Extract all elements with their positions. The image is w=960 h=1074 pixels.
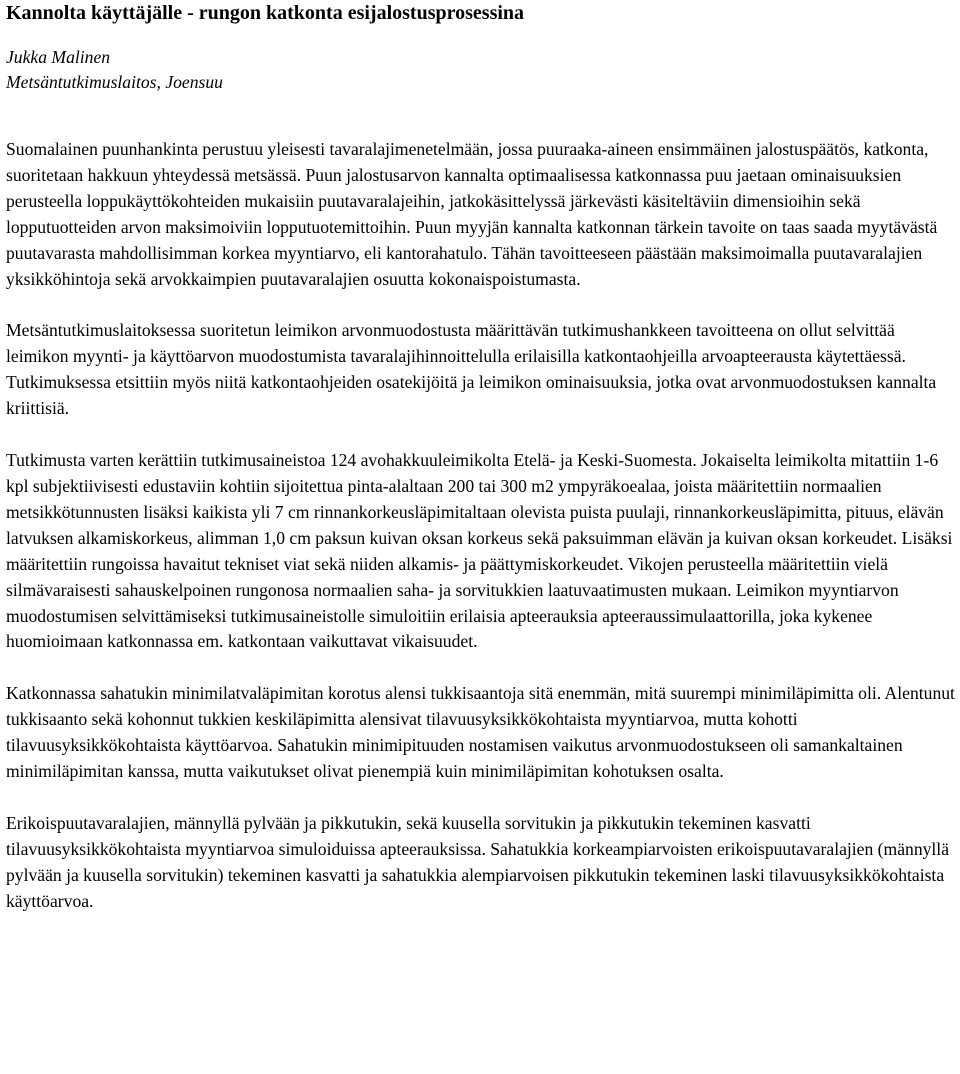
paragraph: Erikoispuutavaralajien, männyllä pylvään ja pikkutukin, sekä kuusella sorvitukin ja pikkutukin tekeminen kasvatti tilavuusyksikkökohtaista myyntiarvoa simuloiduissa apteerauksissa. Sahatukkia korkeampiarvoisten erikoispuutavaralajien (männyllä pylvään ja kuusella sorvitukin) tekeminen kasvatti ja sahatukkia alempiarvoisen pikkutukin tekeminen laski tilavuusyksikkökohtaista käyttöarvoa. [6,812,950,911]
paragraph: Metsäntutkimuslaitoksessa suoritetun leimikon arvonmuodostusta määrittävän tutkimushankkeen tavoitteena on ollut selvittää leimikon myynti- ja käyttöarvon muodostumista tavaralajihinnoittelulla erilaisilla katkontaohjeilla arvoapteerausta käytettäessä. Tutkimuksessa etsittiin myös niitä katkontaohjeiden osatekijöitä ja leimikon ominaisuuksia, jotka ovat arvonmuodostuksen kannalta kriittisiä. [6,320,937,419]
document-body [6,137,958,915]
author-name: Jukka Malinen [6,47,111,67]
document-title: Kannolta käyttäjälle - rungon katkonta esijalostusprosessina [6,2,525,24]
paragraph: Katkonnassa sahatukin minimilatvaläpimitan korotus alensi tukkisaantoja sitä enemmän, mitä suurempi minimiläpimitta oli. Alentunut tukkisaanto sekä kohonnut tukkien keskiläpimitta alensivat tilavuusyksikkökohtaista myyntiarvoa, mutta kohotti tilavuusyksikkökohtaista käyttöarvoa. Sahatukin minimipituuden nostamisen vaikutus arvonmuodostukseen oli samankaltainen minimiläpimitan kanssa, mutta vaikutukset olivat pienempiä kuin minimiläpimitan kohotuksen osalta. [6,683,955,782]
author-affiliation: Metsäntutkimuslaitos, Joensuu [6,72,223,92]
paragraph: Tutkimusta varten kerättiin tutkimusaineistoa 124 avohakkuuleimikolta Etelä- ja Keski-Suomesta. Jokaiselta leimikolta mitattiin 1-6 kpl subjektiivisesti edustaviin kohtiin sijoitettua pinta-alaltaan 200 tai 300 m2 ympyräkoealaa, joista määritettiin normaalien metsikkötunnusten lisäksi kaikista yli 7 cm rinnankorkeusläpimitaltaan olevista puista puulaji, rinnankorkeusläpimitta, pituus, elävän latvuksen alkamiskorkeus, alimman 1,0 cm paksun kuivan oksan korkeus sekä paksuimman elävän ja kuivan oksan korkeudet. Lisäksi määritettiin rungoissa havaitut tekniset viat sekä niiden alkamis- ja päättymiskorkeudet. Vikojen perusteella määritettiin vielä silmävaraisesti sahauskelpoinen rungonosa normaalien saha- ja sorvitukkien laatuvaatimusten mukaan. Leimikon myyntiarvon muodostumisen selvittämiseksi tutkimusaineistolle simuloitiin erilaisia apteerauksia apteeraussimulaattorilla, joka kykenee huomioimaan katkonnassa em. katkontaan vaikuttavat vikaisuudet. [6,450,953,652]
document-page [6,0,958,941]
paragraph: Suomalainen puunhankinta perustuu yleisesti tavaralajimenetelmään, jossa puuraaka-aineen ensimmäinen jalostuspäätös, katkonta, suoritetaan hakkuun yhteydessä metsässä. Puun jalostusarvon kannalta optimaalisessa katkonnassa puu jaetaan ominaisuuksien perusteella loppukäyttökohteiden mukaisiin puutavaralajeihin, jatkokäsittelyssä järkevästi käsiteltäviin dimensioihin sekä lopputuotteiden arvon maksimoiviin lopputuotemittoihin. Puun myyjän kannalta katkonnan tärkein tavoite on taas saada myytävästä puutavarasta mahdollisimman korkea myyntiarvo, eli kantorahatulo. Tähän tavoitteeseen päästään maksimoimalla puutavaralajien yksikköhintoja sekä arvokkaimpien puutavaralajien osuutta kokonaispoistumasta. [6,139,938,289]
